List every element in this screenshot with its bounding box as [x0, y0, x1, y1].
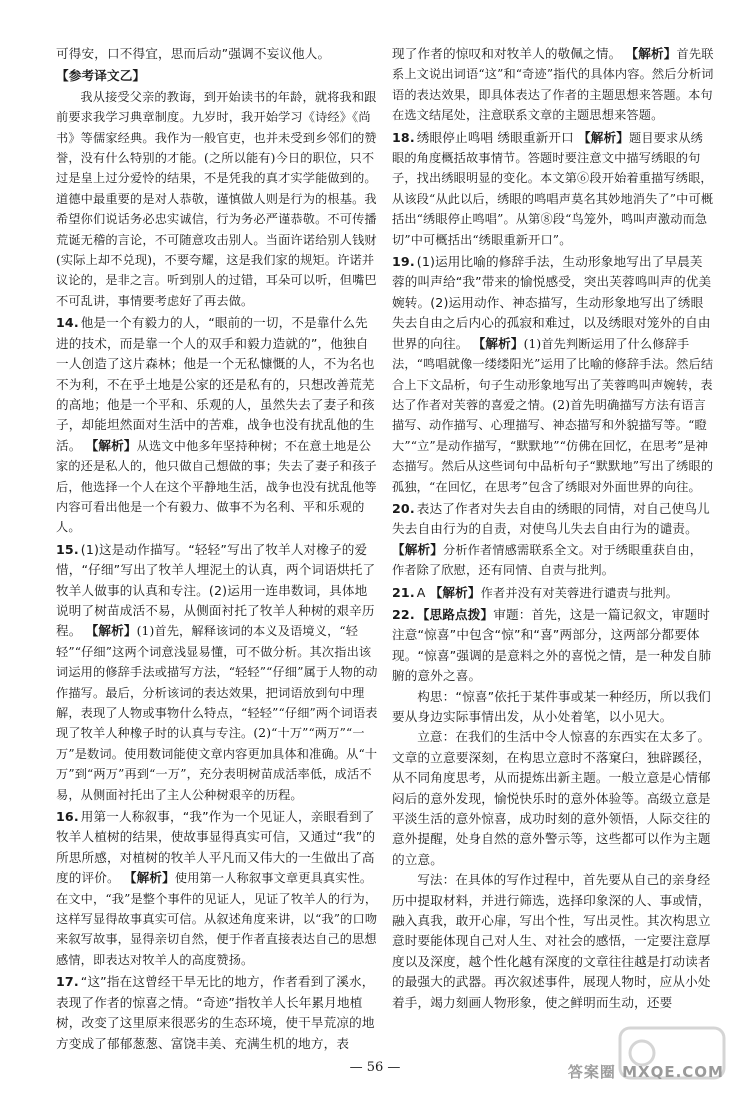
intro-text: 可得安，口不得宜，思而后动”强调不妄议他人。: [56, 46, 331, 61]
reference-text: 我从接受父亲的教诲，到开始读书的年龄，就将我和跟前要求我学习典章制度。九岁时，我开始学习《诗经》《尚书》等儒家经典。我作为一般官吏，也并未受到乡邻们的赞誉，没有什么特别的才能。(之所以能有)今日的职位，只不过是皇上过分爱怜的结果，不是凭我的真才实学能做到的。道德中最重要的是对人恭敬，谨慎做人则是行为的根基。我希望你们说话务必忠实诚信，行为务必严谨恭敬。不可传播荒诞无稽的言论，不可随意攻击别人。当面许诺给别人钱财(实际上却不兑现)，不要夸耀，这是我们家的规矩。许诺并议论的，是非之言。听到别人的过错，耳朵可以听，但嘴巴不可乱讲，事情要考虑好了再去做。: [56, 89, 377, 308]
left-column: [56, 44, 378, 1056]
question-number: 14.: [56, 315, 79, 331]
question-number: 21.: [392, 584, 415, 600]
watermark-text: 答案圈 MXQE.COM: [567, 1063, 724, 1081]
answer-text: 绣眼停止鸣唱 绣眼重新开口: [416, 129, 574, 145]
question-number: 19.: [392, 254, 415, 270]
analysis-tag: 【解析】: [429, 584, 481, 600]
question-14: [56, 313, 378, 537]
writing-method-paragraph: 写法：在具体的写作过程中，首先要从自己的亲身经历中提取材料，并进行筛选，选择印象深的人、事或情，融入真我，敢开心扉，写出个性，写出灵性。其次构思立意时要能体现自己对人生、对社会的感悟，一定要注意厚度以及深度，越个性化越有深度的文章往往越是打动读者的最强大的武器。再次叙述事件，展现人物时，应从小处着手，竭力刻画人物形象，使之鲜明而生动，还要: [392, 872, 711, 1010]
hint-tag: 【思路点拨】: [416, 606, 494, 622]
analysis-tag: 【解析】: [85, 437, 137, 453]
right-column: [392, 44, 714, 1015]
question-number: 16.: [56, 809, 79, 825]
page-number: — 56 —: [349, 1060, 401, 1075]
analysis-text: 题目要求从绣眼的角度概括故事情节。答题时要注意文中描写绣眼的句子，找出绣眼明显的变化。本文第⑥段开始着重描写绣眼，从该段“从此以后，绣眼的鸣唱声莫名其妙地消失了”中可概括出“绣眼停止鸣唱”。从第⑧段“鸟笼外，鸣叫声激动而急切”中可概括出“绣眼重新开口”。: [392, 130, 714, 247]
question-number: 20.: [392, 500, 415, 516]
analysis-text: 从选文中他多年坚持种树；不在意土地是公家的还是私人的，他只做自己想做的事；失去了妻子和孩子后，他选择一个人在这个平静地生活，战争也没有扰乱他等内容可看出他是一个有毅力、做事不为名利、平和乐观的人。: [56, 438, 377, 535]
question-18: [392, 128, 714, 250]
answer-text: 审题：首先，这是一篇记叙文，审题时注意“惊喜”中包含“惊”和“喜”两部分，这两部分都要体现。“惊喜”强调的是意料之外的喜悦之情，是一种发自肺腑的意外之喜。: [392, 606, 712, 684]
answer-text: 他是一个有毅力的人，“眼前的一切，不是靠什么先进的技术，而是靠一个人的双手和毅力造就的”，他独自一人创造了这片森林；他是一个无私慷慨的人，不为名也不为利，不在乎土地是公家的还是私有的，只想改善荒芜的高地；他是一个平和、乐观的人，虽然失去了妻子和孩子，却能坦然面对生活中的苦难，战争也没有扰乱他的生活。: [56, 315, 375, 453]
conception-paragraph: 构思：“惊喜”依托于某件事或某一种经历，所以我们要从身边实际事情出发，从小处着笔，以小见大。: [392, 688, 711, 724]
analysis-tag: 【解析】: [578, 129, 629, 145]
answer-text: A: [416, 584, 426, 600]
question-number: 22.: [392, 606, 415, 622]
analysis-text: 首先联系上文说出词语“这”和“奇迹”指代的具体内容。然后分析词语的表达效果，即具体表达了作者的主题思想来答题。本句在选文结尾处，注意联系文章的主题思想来答题。: [392, 47, 714, 123]
answer-text: 现了作者的惊叹和对牧羊人的敬佩之情。: [392, 46, 622, 61]
analysis-tag: 【解析】: [392, 541, 443, 557]
analysis-tag: 【解析】: [472, 335, 524, 351]
analysis-tag: 【解析】: [123, 870, 175, 886]
analysis-text: (1)首先，解释该词的本义及语境义，“轻轻”“仔细”这两个词意浅显易懂，可不做分析。其次指出该词运用的修辞手法或描写方法，“轻轻”“仔细”属于人物的动作描写。最后，分析该词的表达效果，把词语放到句中理解，表现了人物或事物什么特点，“轻轻”“仔细”两个词语表现了牧羊人种橡子时的认真与专注。(2)“十万”“两万”“一万”是数词。使用数词能使文章内容更加具体和准确。从“十万”到“两万”再到“一万”，充分表明树苗成活率低，成活不易，从侧面衬托出了主人公种树艰辛的历程。: [56, 624, 378, 802]
theme-paragraph: 立意：在我们的生活中令人惊喜的东西实在太多了。文章的立意要深刻，在构思立意时不落窠臼，独辟蹊径，从不同角度思考，从而提炼出新主题。一般立意是心情郁闷后的意外发现，愉悦快乐时的意外体验等。高级立意是平淡生活的意外惊喜，成功时刻的意外领悟，人际交往的意外提醒，处身自然的意外警示等，这些都可以作为主题的立意。: [392, 729, 711, 867]
question-22: [392, 605, 714, 1013]
analysis-text: 作者并没有对芙蓉进行谴责与批判。: [480, 585, 679, 600]
answer-text: 表达了作者对失去自由的绣眼的同情，对自己使鸟儿失去自由行为的自责，对使鸟儿失去自由行为的谴责。: [392, 500, 710, 537]
question-number: 17.: [56, 974, 79, 990]
question-21: [392, 583, 714, 603]
reference-header: 【参考译文乙】: [56, 68, 146, 84]
question-number: 18.: [392, 129, 415, 145]
question-17-continued: [392, 44, 714, 126]
question-16: [56, 807, 378, 970]
analysis-tag: 【解析】: [625, 46, 677, 61]
answer-text: (1)这是动作描写。“轻轻”写出了牧羊人对橡子的爱惜，“仔细”写出了牧羊人埋泥土的认真，两个词语烘托了牧羊人做事的认真和专注。(2)运用一连串数词，具体地说明了树苗成活不易，从侧面衬托了牧羊人种树的艰辛历程。: [56, 541, 376, 639]
question-number: 15.: [56, 541, 79, 557]
question-15: [56, 540, 378, 805]
answer-text: 用第一人称叙事，“我”作为一个见证人，亲眼看到了牧羊人植树的结果，使故事显得真实可信，又通过“我”的所思所感，对植树的牧羊人平凡而又伟大的一生做出了高度的评价。: [56, 809, 376, 886]
analysis-text: 分析作者情感需联系全文。对于绣眼重获自由，作者除了欣慰，还有同情、自责与批判。: [392, 542, 703, 578]
question-17: [56, 972, 378, 1054]
reference-translation: [56, 66, 378, 311]
analysis-tag: 【解析】: [85, 623, 137, 639]
answer-text: “这”指在这曾经干旱无比的地方，作者看到了溪水，表现了作者的惊喜之情。“奇迹”指牧羊人长年累月地植树，改变了这里原来很恶劣的生态环境，使干旱荒凉的地方变成了郁郁葱葱、富饶丰美、充满生机的地方，表: [56, 974, 375, 1051]
intro-line: [56, 44, 378, 64]
question-19: [392, 252, 714, 497]
analysis-text: (1)首先判断运用了什么修辞手法，“鸣唱就像一缕缕阳光”运用了比喻的修辞手法。然后结合上下文品析，句子生动形象地写出了芙蓉鸣叫声婉转，表达了作者对芙蓉的喜爱之情。(2)首先明确描写方法有语言描写、动作描写、心理描写、神态描写和外貌描写等。“瞪大”“立”是动作描写，“默默地”“仿佛在回忆，在思考”是神态描写。然后从这些词句中品析句子“默默地”写出了绣眼的孤独，“在回忆，在思考”包含了绣眼对外面世界的向往。: [392, 336, 714, 494]
question-20: [392, 499, 714, 581]
analysis-text: 使用第一人称叙事文章更具真实性。在文中，“我”是整个事件的见证人，见证了牧羊人的行为，这样写显得故事真实可信。从叙述角度来讲，以“我”的口吻来叙写故事，显得亲切自然，便于作者直接表达自己的思想感情，即表达对牧羊人的高度赞扬。: [56, 871, 378, 967]
answer-text: (1)运用比喻的修辞手法，生动形象地写出了早晨芙蓉的叫声给“我”带来的愉悦感受，突出芙蓉鸣叫声的优美婉转。(2)运用动作、神态描写，生动形象地写出了绣眼失去自由之后内心的孤寂和难过，以及绣眼对笼外的自由世界的向往。: [392, 254, 712, 351]
